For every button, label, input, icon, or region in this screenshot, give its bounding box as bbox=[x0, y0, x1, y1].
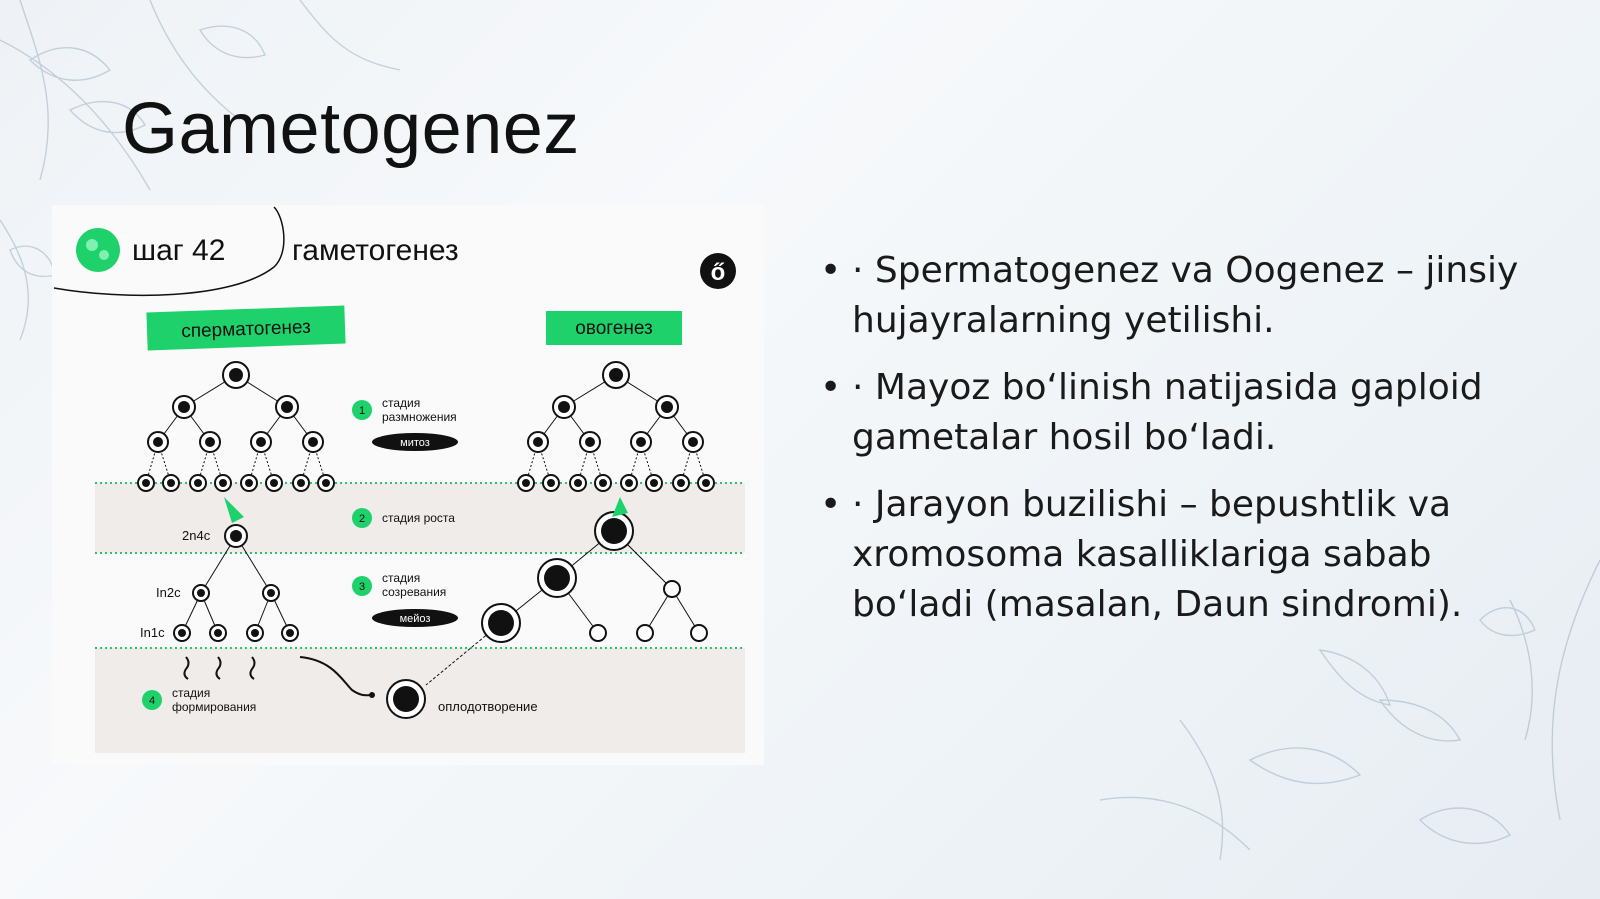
ploidy-label-1n1c: In1c bbox=[140, 625, 165, 640]
stage-2-label: стадия роста bbox=[382, 511, 455, 525]
stage-3-number: 3 bbox=[358, 581, 366, 593]
stage-4-label: стадия bbox=[172, 686, 211, 700]
bullet-item bbox=[820, 246, 1560, 346]
spermatogenesis-label: сперматогенез bbox=[180, 316, 312, 343]
bullet-item bbox=[820, 480, 1560, 630]
fertilization-label: оплодотворение bbox=[438, 699, 538, 714]
cell-icon bbox=[86, 239, 98, 251]
diagram-canvas bbox=[52, 205, 764, 765]
stage-1-label: размножения bbox=[382, 410, 457, 424]
stage-4-number: 4 bbox=[148, 695, 156, 707]
stage-1-number: 1 bbox=[358, 405, 366, 417]
stage-3-label: стадия bbox=[382, 571, 421, 585]
mitosis-label: митоз bbox=[400, 437, 430, 449]
meiosis-label: мейоз bbox=[399, 613, 431, 625]
diagram-topic: гаметогенез bbox=[292, 234, 459, 267]
bullet-marker: • bbox=[820, 367, 842, 408]
bullet-list bbox=[820, 246, 1560, 647]
bullet-text: · Jarayon buzilishi – bepushtlik va xromosoma kasalliklariga sabab boʻladi (masalan, Daun sindromi). bbox=[852, 484, 1463, 625]
stage-1-label: стадия bbox=[382, 396, 421, 410]
step-number: шаг 42 bbox=[132, 234, 226, 267]
ploidy-label-1n2c: In2c bbox=[156, 585, 181, 600]
bullet-marker: • bbox=[820, 250, 842, 291]
ploidy-label-2n4c: 2n4c bbox=[182, 528, 211, 543]
stage-3-label: созревания bbox=[382, 585, 447, 599]
stage-4-label: формирования bbox=[172, 700, 257, 714]
bullet-marker: • bbox=[820, 484, 842, 525]
stage-2-number: 2 bbox=[358, 513, 366, 525]
oogenesis-label: овогенез bbox=[575, 318, 653, 339]
bullet-item bbox=[820, 363, 1560, 463]
slide-title: Gametogenez bbox=[122, 89, 580, 169]
gametogenesis-diagram bbox=[52, 205, 764, 765]
brand-badge-letter: ő bbox=[710, 259, 726, 286]
bullet-text: · Spermatogenez va Oogenez – jinsiy hujayralarning yetilishi. bbox=[852, 250, 1519, 341]
step-icon bbox=[76, 228, 120, 272]
bullet-text: · Mayoz boʻlinish natijasida gaploid gametalar hosil boʻladi. bbox=[852, 367, 1483, 458]
cell-icon bbox=[99, 250, 109, 260]
